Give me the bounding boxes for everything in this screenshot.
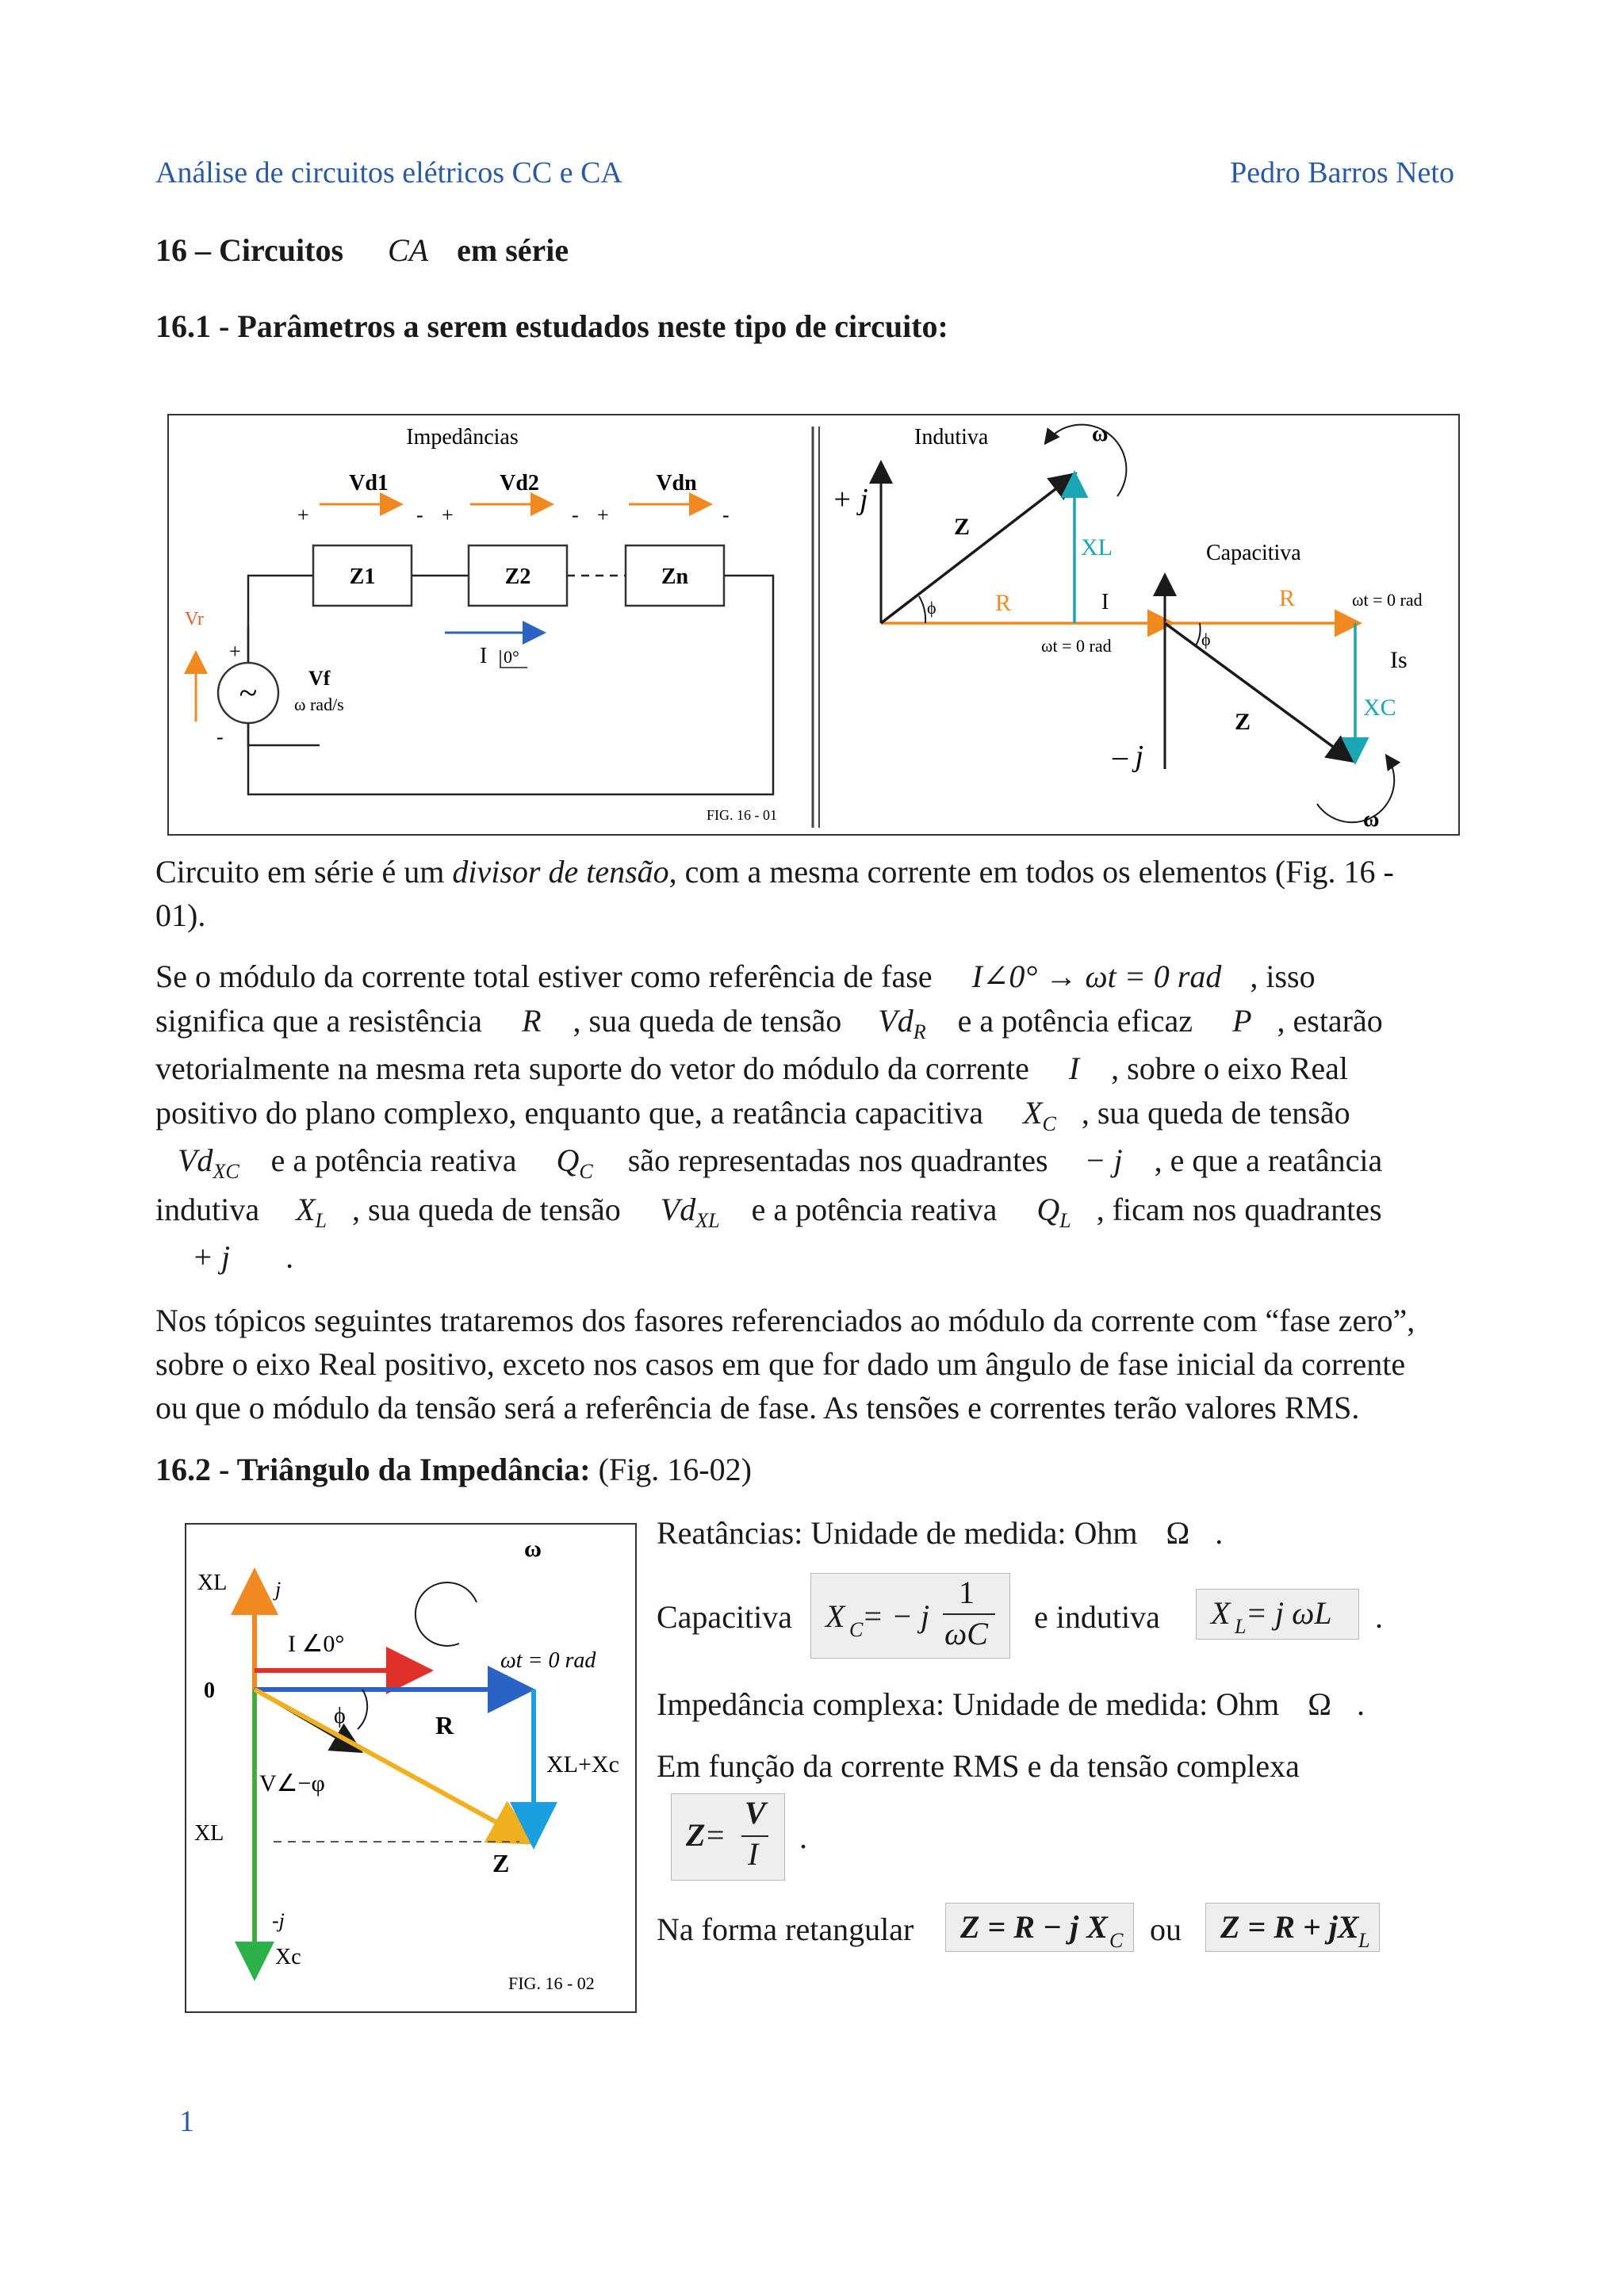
p2-l1m: I∠0° → ωt = 0 rad <box>971 959 1222 994</box>
p2-l5m1s: XC <box>213 1160 239 1183</box>
src-plus: + <box>229 640 241 663</box>
p2-l1b: , isso <box>1250 959 1316 994</box>
xc-sub: C <box>849 1618 864 1641</box>
dot-2: . <box>1375 1599 1383 1635</box>
ind-i-label: I <box>1101 590 1109 614</box>
p2-l3a: vetorialmente na mesma reta suporte do vetor do módulo da corrente <box>155 1050 1029 1086</box>
figure-16-01-svg <box>169 415 1458 834</box>
cap-minus-j: – j <box>1113 740 1144 773</box>
plus-1: + <box>297 503 309 526</box>
p2-l1a: Se o módulo da corrente total estiver como referência de fase <box>155 959 933 994</box>
para3-line2: sobre o eixo Real positivo, exceto nos casos em que for dado um ângulo de fase inicial da corrente <box>155 1346 1406 1382</box>
capacitiva-label: Capacitiva <box>1206 541 1301 565</box>
para1-line1 <box>155 850 1394 894</box>
section-16-heading <box>155 232 569 269</box>
ind-phi-label: ϕ <box>927 598 936 618</box>
p2-l6m1: X <box>296 1192 316 1227</box>
p2-l2b: , sua queda de tensão <box>573 1003 842 1039</box>
p2-l2c: e a potência eficaz <box>957 1003 1193 1039</box>
p2-l6m1s: L <box>315 1209 327 1232</box>
section-161-heading: 16.1 - Parâmetros a serem estudados neste tipo de circuito: <box>155 308 948 344</box>
para2-line1 <box>155 955 1316 998</box>
angle0-label: 0° <box>504 647 519 667</box>
z-num: V <box>745 1795 766 1831</box>
src-minus: - <box>216 725 224 748</box>
p2-l6m2s: XL <box>695 1209 720 1232</box>
ind-wt0-label: ωt = 0 rad <box>1041 636 1112 656</box>
p2-l5a: e a potência reativa <box>270 1142 517 1178</box>
p2-l2a: significa que a resistência <box>155 1003 483 1039</box>
fig2-zero: 0 <box>204 1678 215 1703</box>
wire-top-left <box>248 576 313 579</box>
ind-z-label: Z <box>954 514 971 540</box>
cap-z-label: Z <box>1235 709 1251 735</box>
ac-tilde: ~ <box>239 675 258 712</box>
fig2-omega: ω <box>524 1536 542 1562</box>
xl-lhs: X <box>1211 1595 1231 1631</box>
para2-line4 <box>155 1091 1350 1146</box>
para3-line3: ou que o módulo da tensão será a referência de fase. As tensões e correntes terão valores RMS. <box>155 1390 1360 1425</box>
impedancia-text: Impedância complexa: Unidade de medida: Ohm <box>657 1686 1280 1722</box>
para1-em: divisor de tensão <box>452 854 669 890</box>
ind-phi-arc <box>919 596 925 623</box>
zr1: Z = R − j X <box>960 1909 1108 1945</box>
ind-r-label: R <box>995 590 1012 616</box>
p2-l4a: positivo do plano complexo, enquanto que, a reatância capacitiva <box>155 1095 984 1131</box>
zr2-sub: L <box>1358 1929 1370 1952</box>
zr2-formula-box <box>1205 1903 1380 1952</box>
p2-l2m3: P <box>1232 1003 1252 1039</box>
e-indutiva-text: e indutiva <box>1034 1599 1160 1635</box>
fig2-r-label: R <box>435 1711 454 1739</box>
para2-line2 <box>155 999 1383 1054</box>
indutiva-label: Indutiva <box>914 425 989 450</box>
impedancia-line <box>657 1682 1365 1726</box>
para1-line2: 01). <box>155 897 206 933</box>
retang-text: Na forma retangular <box>657 1911 914 1947</box>
para2-line3 <box>155 1047 1348 1090</box>
para2-line6 <box>155 1188 1382 1242</box>
cap-is-label: Is <box>1390 647 1408 673</box>
ou-text: ou <box>1150 1911 1182 1947</box>
p2-l5b: são representadas nos quadrantes <box>627 1142 1048 1178</box>
para3-line1: Nos tópicos seguintes trataremos dos fasores referenciados ao módulo da corrente com “fase zero”, <box>155 1303 1415 1338</box>
p2-l7b: . <box>285 1239 294 1275</box>
fig2-z-label: Z <box>492 1849 510 1877</box>
z-formula-box <box>671 1793 785 1881</box>
fig1-code: FIG. 16 - 01 <box>707 807 777 823</box>
section-16-num: 16 – Circuitos <box>155 232 344 268</box>
page-number: 1 <box>179 2105 194 2138</box>
z-eq: = <box>707 1817 725 1853</box>
p2-l5c: , e que a reatância <box>1154 1142 1383 1178</box>
fig2-j: j <box>275 1578 282 1601</box>
funcao-text: Em função da corrente RMS e da tensão complexa <box>657 1748 1300 1784</box>
p2-l2m1: R <box>522 1003 542 1039</box>
p2-l3b: , sobre o eixo Real <box>1111 1050 1348 1086</box>
vd2-label: Vd2 <box>500 471 539 496</box>
plus-2: + <box>442 503 454 526</box>
figure-16-01 <box>167 414 1460 836</box>
cap-wt0-label: ωt = 0 rad <box>1352 590 1423 610</box>
plus-3: + <box>597 503 609 526</box>
fig2-mj: -j <box>272 1909 285 1932</box>
fig2-code: FIG. 16 - 02 <box>508 1973 595 1993</box>
ind-plus-j: + j <box>832 483 868 516</box>
vdn-label: Vdn <box>656 471 697 496</box>
zr1-sub: C <box>1109 1929 1124 1952</box>
fig2-xl-top: XL <box>197 1571 228 1595</box>
p2-l6a: indutiva <box>155 1192 260 1227</box>
figure-16-02-svg <box>186 1525 635 2011</box>
z-lhs: Z <box>686 1817 706 1853</box>
p2-l2m2: Vd <box>878 1003 914 1039</box>
fig2-z-vector <box>255 1689 529 1840</box>
para1-b: , com a mesma corrente em todos os elementos (Fig. 16 - <box>668 854 1394 890</box>
p2-l6m3: Q <box>1036 1192 1060 1227</box>
minus-2: - <box>572 503 579 526</box>
fig2-xl-mid: XL <box>194 1821 224 1846</box>
p2-l7m: + j <box>192 1239 231 1275</box>
cap-omega: ω <box>1363 807 1380 832</box>
fig2-phi-arc <box>358 1689 367 1729</box>
section-162-bold: 16.2 - Triângulo da Impedância: <box>155 1452 591 1487</box>
minus-1: - <box>416 503 423 526</box>
cap-phi-arc <box>1195 623 1201 647</box>
zn-label: Zn <box>661 564 689 589</box>
p2-l5m3: − j <box>1084 1142 1123 1178</box>
p2-l6b: , sua queda de tensão <box>352 1192 621 1227</box>
xc-lhs: X <box>825 1598 845 1634</box>
dot-3: . <box>1357 1686 1365 1722</box>
xc-frac-num: 1 <box>959 1575 975 1610</box>
fig2-rotation-arc <box>416 1582 477 1646</box>
zr2: Z = R + jX <box>1220 1909 1359 1945</box>
vd1-label: Vd1 <box>349 471 389 496</box>
ohm-symbol-2: Ω <box>1308 1686 1332 1722</box>
z1-label: Z1 <box>349 564 376 589</box>
cap-rotation-arrow <box>1317 756 1394 822</box>
cap-r-label: R <box>1279 585 1296 611</box>
figure-16-02 <box>185 1523 637 2013</box>
xl-rhs: = j ωL <box>1246 1595 1332 1631</box>
p2-l4m: X <box>1023 1095 1043 1131</box>
ind-z-vector <box>881 476 1073 623</box>
p2-l5m2: Q <box>556 1142 580 1178</box>
p2-l3m: I <box>1068 1050 1080 1086</box>
fig2-wt0: ωt = 0 rad <box>500 1648 596 1673</box>
ind-omega: ω <box>1092 422 1109 446</box>
p2-l6d: , ficam nos quadrantes <box>1096 1192 1382 1227</box>
ind-xl-label: XL <box>1081 534 1113 561</box>
p2-l4ms: C <box>1042 1112 1056 1135</box>
cap-z-vector <box>1165 623 1350 760</box>
i-label: I <box>480 644 488 668</box>
section-162-heading <box>155 1448 752 1491</box>
para2-line7 <box>192 1235 293 1279</box>
fig2-i-angle: I ∠0° <box>288 1631 345 1657</box>
capacitiva-text: Capacitiva <box>657 1599 793 1635</box>
vr-label: Vr <box>185 609 204 629</box>
p2-l6c: e a potência reativa <box>751 1192 998 1227</box>
section-16-ca: CA <box>388 232 429 268</box>
p2-l5m2s: C <box>579 1160 593 1183</box>
p2-l5m1: Vd <box>178 1142 213 1178</box>
p2-l6m2: Vd <box>660 1192 696 1227</box>
fig2-xlxc-label: XL+Xc <box>546 1751 619 1777</box>
fig2-phi: ϕ <box>334 1704 346 1728</box>
impedancias-label: Impedâncias <box>406 425 519 450</box>
vf-label: Vf <box>308 667 331 690</box>
dot-4: . <box>799 1820 807 1855</box>
fig2-xc: Xc <box>275 1945 301 1969</box>
zr1-formula-box <box>945 1903 1134 1952</box>
reatancias-line <box>657 1511 1223 1555</box>
p2-l2d: , estarão <box>1277 1003 1383 1039</box>
cap-phi-label: ϕ <box>1201 629 1211 649</box>
z-den: I <box>748 1836 759 1872</box>
fig2-v-angle: V∠−φ <box>259 1770 325 1797</box>
p2-l6m3s: L <box>1059 1209 1071 1232</box>
section-162-rest: (Fig. 16-02) <box>590 1452 752 1487</box>
dot-1: . <box>1215 1515 1224 1551</box>
xl-sub: L <box>1235 1615 1247 1638</box>
z2-label: Z2 <box>504 564 531 589</box>
minus-3: - <box>722 503 730 526</box>
ohm-symbol-1: Ω <box>1166 1515 1190 1551</box>
p2-l2m2s: R <box>913 1020 926 1043</box>
section-16-rest: em série <box>457 232 569 268</box>
para2-line5 <box>178 1138 1382 1193</box>
xc-formula-box <box>810 1573 1010 1659</box>
cap-xc-label: XC <box>1363 695 1396 721</box>
xc-frac-den: ωC <box>944 1616 988 1651</box>
xl-formula-box <box>1196 1589 1359 1640</box>
xc-eq: = − j <box>862 1598 930 1634</box>
header-author: Pedro Barros Neto <box>1230 156 1454 189</box>
header-title: Análise de circuitos elétricos CC e CA <box>155 156 622 189</box>
para1-a: Circuito em série é um <box>155 854 453 890</box>
reatancias-text: Reatâncias: Unidade de medida: Ohm <box>657 1515 1138 1551</box>
p2-l4b: , sua queda de tensão <box>1081 1095 1350 1131</box>
omega-rads-label: ω rad/s <box>294 695 344 714</box>
